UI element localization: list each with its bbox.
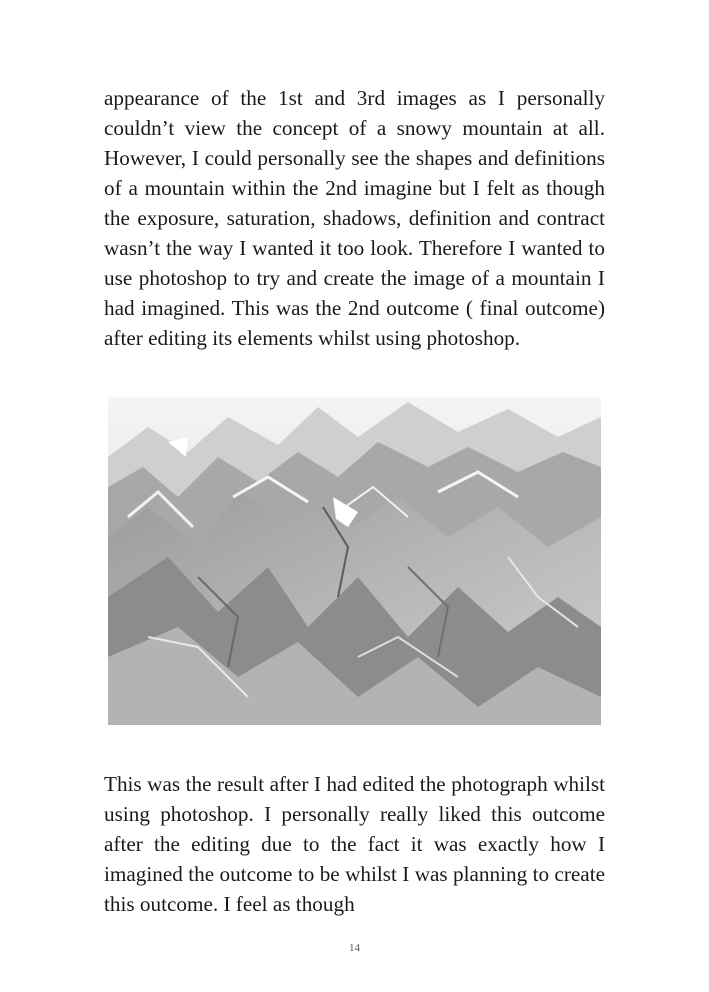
paragraph-intro: appearance of the 1st and 3rd images as I personally couldn’t view the concept of a snowy mountain at all. However, I could personally see the shapes and definitions of a mountain within the 2nd imagine but I felt as though the exposure, saturation, shadows, definition and contract wasn’t the way I wanted it too look. Therefore I wanted to use photoshop to try and create the image of a mountain I had imagined. This was the 2nd outcome ( final outcome) after editing its elements whilst using photoshop. [104,86,605,350]
paragraph-result: This was the result after I had edited the photograph whilst using photoshop. I personally really liked this outcome after the editing due to the fact it was exactly how I imagined the outcome to be whilst I was planning to create this outcome. I feel as though [104,772,605,916]
page-number: 14 [349,942,360,954]
mountain-photo [108,397,601,725]
crumpled-paper-mountain-photo [108,397,601,725]
